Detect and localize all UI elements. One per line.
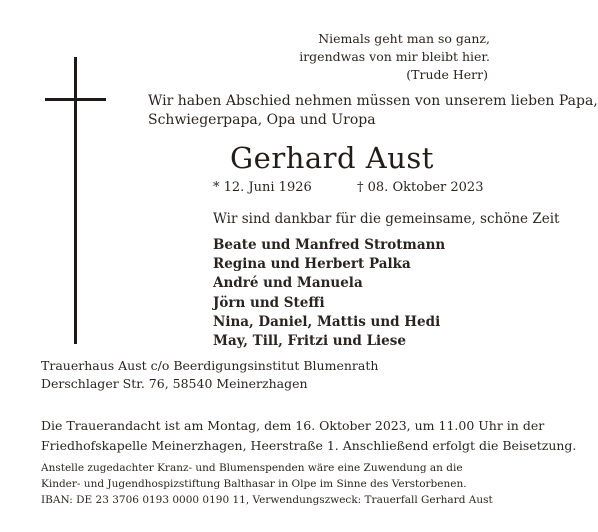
donation-line-2: Kinder- und Jugendhospizstiftung Balthasar in Olpe im Sinne des Verstorbenen. (41, 478, 467, 490)
service-line-1: Die Trauerandacht ist am Montag, dem 16. Oktober 2023, um 11.00 Uhr in der (41, 418, 545, 433)
intro-text (148, 92, 598, 130)
deceased-name: Gerhard Aust (230, 141, 434, 175)
family-member: Beate und Manfred Strotmann (213, 237, 446, 253)
quote-author: (Trude Herr) (406, 67, 488, 82)
donation-line-3: IBAN: DE 23 3706 0193 0000 0190 11, Verwendungszweck: Trauerfall Gerhard Aust (41, 494, 493, 506)
death-date: † 08. Oktober 2023 (357, 180, 484, 195)
service-line-2: Friedhofskapelle Meinerzhagen, Heerstraße 1. Anschließend erfolgt die Beisetzung. (41, 438, 577, 453)
cross-icon-horizontal (45, 98, 106, 101)
quote-line-1: Niemals geht man so ganz, (318, 31, 490, 46)
family-member: André und Manuela (213, 275, 363, 292)
life-dates (213, 180, 484, 195)
donation-info (41, 460, 493, 508)
service-info (41, 416, 576, 456)
birth-date: * 12. Juni 1926 (213, 180, 312, 195)
donation-line-1: Anstelle zugedachter Kranz- und Blumenspenden wäre eine Zuwendung an die (41, 462, 463, 474)
intro-line-2: Schwiegerpapa, Opa und Uropa (148, 112, 376, 128)
intro-line-1: Wir haben Abschied nehmen müssen von unserem lieben Papa, (148, 93, 598, 109)
family-member: Regina und Herbert Palka (213, 256, 411, 273)
quote-line-2: irgendwas von mir bleibt hier. (299, 49, 490, 64)
family-member: May, Till, Fritzi und Liese (213, 333, 406, 350)
epigraph-quote (299, 30, 490, 84)
family-member: Jörn und Steffi (213, 294, 325, 311)
mourning-address (41, 357, 378, 393)
family-member: Nina, Daniel, Mattis und Hedi (213, 313, 441, 330)
address-line-2: Derschlager Str. 76, 58540 Meinerzhagen (41, 376, 308, 391)
thanks-line: Wir sind dankbar für die gemeinsame, schöne Zeit (213, 211, 560, 227)
family-list (213, 236, 445, 351)
address-line-1: Trauerhaus Aust c/o Beerdigungsinstitut Blumenrath (41, 358, 379, 373)
